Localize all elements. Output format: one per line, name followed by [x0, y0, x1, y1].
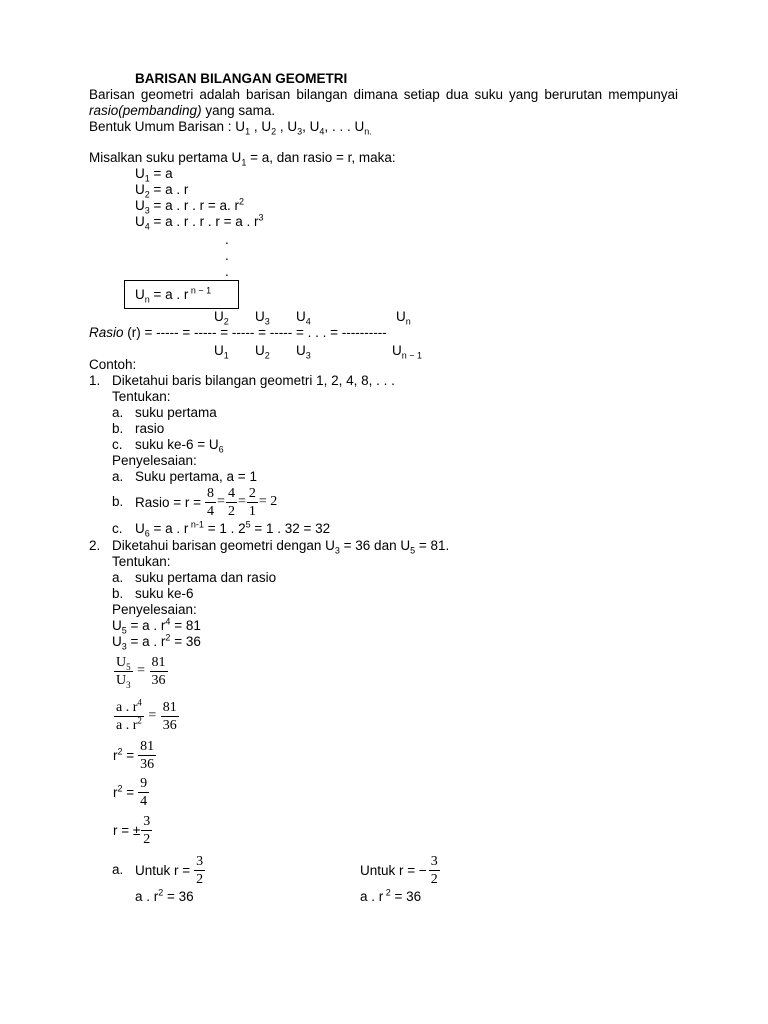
- rasio-num-u4: $U_4$: [296, 309, 311, 327]
- ex2-item-b: suku ke-6: [135, 586, 194, 601]
- ex2-frac-ar: $\frac{a . r^4}{a . r^2}$ = $\frac{81}{36}$: [116, 696, 177, 733]
- ex2-item-b-label: b.: [112, 586, 124, 601]
- rasio-den-un-1: $U_{n - 1}$: [392, 343, 423, 361]
- u1-line: $U_1 = a$: [135, 166, 173, 184]
- ex2-r2-81-36: $r^2$ = $\frac{81}{36}$: [113, 738, 155, 772]
- rasio-den-u3: $U_3$: [296, 343, 311, 361]
- rasio-den-u2: $U_2$: [255, 343, 270, 361]
- ex2-statement: Diketahui barisan geometri dengan $U_3 = 36$ dan $U_5 = 81$.: [112, 538, 450, 556]
- page-title: BARISAN BILANGAN GEOMETRI: [135, 71, 348, 86]
- ex2-item-a: suku pertama dan rasio: [135, 570, 277, 585]
- ex1-item-c: suku $ke-6 = U_6$: [135, 437, 224, 455]
- ex2-case-a-ar: a . $r^2 = 36$: [135, 887, 194, 904]
- ex2-tentukan: Tentukan:: [112, 554, 171, 569]
- dot-3: .: [225, 264, 229, 279]
- ex1-item-a: suku pertama: [135, 405, 217, 420]
- contoh-heading: Contoh:: [89, 357, 137, 372]
- u4-line: $U_4 = a$ . r . r . r = a . $r^3$: [135, 212, 264, 232]
- ex1-sol-c: $U_6 = a$ . r $^{n-1}$ = 1 . $2^5 = 1$ . 32 = 32: [135, 519, 331, 539]
- ex1-number: 1.: [89, 373, 101, 388]
- intro-line-1: Barisan geometri adalah barisan bilangan dimana setiap dua suku yang berurutan mempunyai: [89, 87, 678, 102]
- ex1-statement: Diketahui baris bilangan geometri 1, 2, 4, 8, . . .: [112, 373, 395, 388]
- ex2-number: 2.: [89, 538, 101, 553]
- ex2-item-a-label: a.: [112, 570, 124, 585]
- ex1-tentukan: Tentukan:: [112, 389, 171, 404]
- ex2-case-b: Untuk r = − $\frac{3}{2}$: [360, 853, 438, 887]
- rasio-equation: Rasio (r) = ----- = ----- = ----- = ----- = . . . = ----------: [89, 325, 387, 340]
- dot-1: .: [225, 232, 229, 247]
- ex1-item-b-label: b.: [112, 421, 124, 436]
- un-formula: $U_n = a$ . r $^{n - 1}$: [135, 285, 212, 305]
- rasio-num-u2: $U_2$: [214, 309, 229, 327]
- ex2-eq-u3: $U_3 = a$ . $r^2 = 36$: [112, 632, 201, 652]
- ex2-r-pm: r = ± $\frac{3}{2}$: [113, 813, 151, 847]
- rasio-den-u1: $U_1$: [214, 343, 229, 361]
- ex2-eq-u5: $U_5 = a$ . $r^4 = 81$: [112, 616, 201, 636]
- ex1-sol-c-label: c.: [112, 521, 123, 536]
- misalkan-line: Misalkan suku pertama $U_1 = a$, dan rasio = r, maka:: [89, 150, 396, 168]
- bentuk-umum: Bentuk Umum Barisan : $U_1$ , $U_2$ , $U_3$, $U_4$, . . . $U_{n.}$: [89, 119, 372, 137]
- ex1-penyelesaian: Penyelesaian:: [112, 453, 197, 468]
- rasio-num-u3: $U_3$: [255, 309, 270, 327]
- intro-line-2: rasio(pembanding) yang sama.: [89, 103, 276, 118]
- ex2-case-a-label: a.: [112, 862, 124, 877]
- ex2-case-a: Untuk r = $\frac{3}{2}$: [135, 853, 204, 887]
- ex1-sol-b-ratio: Rasio = r = $\frac{8}{4}$ = $\frac{4}{2}$ = $\frac{2}{1}$ = 2: [135, 485, 278, 519]
- dot-2: .: [225, 248, 229, 263]
- rasio-num-un: $U_n$: [396, 309, 411, 327]
- ex1-item-c-label: c.: [112, 437, 123, 452]
- ex2-r2-9-4: $r^2$ = $\frac{9}{4}$: [113, 775, 148, 809]
- ex1-item-b: rasio: [135, 421, 165, 436]
- u3-line: $U_3 = a$ . r . r = a. $r^2$: [135, 196, 245, 216]
- ex1-item-a-label: a.: [112, 405, 124, 420]
- ex2-case-b-ar: a . r $^2$ = 36: [360, 887, 422, 904]
- ex1-sol-a-label: a.: [112, 469, 124, 484]
- ex1-sol-a: Suku pertama, a = 1: [135, 469, 257, 484]
- ex2-frac-u5-u3: $\frac{U_5}{U_3}$ = $\frac{81}{36}$: [116, 654, 166, 690]
- u2-line: $U_2 = a$ . r: [135, 182, 189, 200]
- ex2-penyelesaian: Penyelesaian:: [112, 602, 197, 617]
- ex1-sol-b-label: b.: [112, 494, 124, 509]
